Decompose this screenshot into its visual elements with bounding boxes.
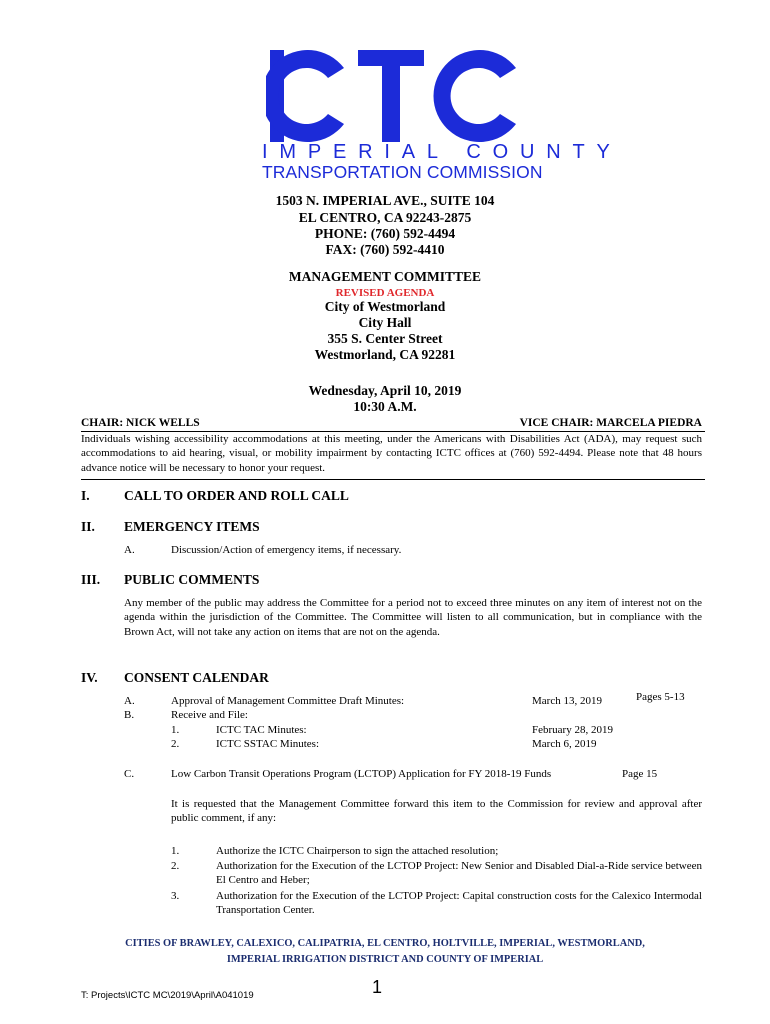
public-comments-text: Any member of the public may address the Committee for a period not to exceed three minutes on any item of interest not on the agenda within the jurisdiction of the Committee. The Committee will listen to all communication, but in compliance with the Brown Act, will not take any action on items that are not on the agenda. — [124, 597, 702, 638]
item-a-pages: Pages 5-13 — [636, 691, 685, 703]
section-1-number: I. — [81, 488, 90, 503]
ictc-logo — [262, 46, 622, 182]
section-2-item-a-label: A. — [124, 544, 135, 556]
section-2-title: EMERGENCY ITEMS — [124, 519, 260, 534]
item-a-text: Approval of Management Committee Draft Minutes: — [171, 695, 405, 707]
item-c1-label: 1. — [171, 845, 180, 857]
item-c1-text: Authorize the ICTC Chairperson to sign the attached resolution; — [216, 845, 499, 857]
item-b1-label: 1. — [171, 724, 180, 736]
section-2-number: II. — [81, 519, 95, 534]
item-c-label: C. — [124, 768, 135, 780]
section-4-number: IV. — [81, 670, 98, 685]
section-3-number: III. — [81, 572, 101, 587]
logo-line-transportation-commission: TRANSPORTATION COMMISSION — [262, 162, 543, 182]
item-c3-label: 3. — [171, 890, 180, 902]
file-path: T: Projects\ICTC MC\2019\April\A041019 — [81, 990, 254, 1001]
section-1-title: CALL TO ORDER AND ROLL CALL — [124, 488, 349, 503]
item-b-label: B. — [124, 709, 135, 721]
chair-row — [81, 417, 702, 429]
item-b2-text: ICTC SSTAC Minutes: — [216, 738, 320, 750]
accessibility-notice: Individuals wishing accessibility accommodations at this meeting, under the Americans with Disabilities Act (ADA), may request such accommodations to aid hearing, visual, or mobility impairment by contacting ICTC offices at (760) 592-4494. Please note that 48 hours advance notice will be necessary to honor your request. — [81, 433, 702, 474]
item-b1-text: ICTC TAC Minutes: — [216, 724, 307, 736]
item-c2-text: Authorization for the Execution of the LCTOP Project: New Senior and Disabled Dial-a-Ride service between El Centro and Heber; — [216, 860, 702, 887]
page-number: 1 — [372, 977, 383, 997]
footer-cities-line-1: CITIES OF BRAWLEY, CALEXICO, CALIPATRIA, EL CENTRO, HOLTVILLE, IMPERIAL, WESTMORLAND, — [125, 938, 645, 949]
item-b-text: Receive and File: — [171, 709, 248, 721]
section-2-item-a-text: Discussion/Action of emergency items, if necessary. — [171, 544, 402, 556]
chair-name: CHAIR: NICK WELLS — [81, 417, 200, 429]
meeting-time: 10:30 A.M. — [353, 399, 417, 414]
item-b2-label: 2. — [171, 738, 180, 750]
venue-line-1: City of Westmorland — [324, 299, 446, 314]
venue-line-4: Westmorland, CA 92281 — [314, 347, 456, 362]
address-city: EL CENTRO, CA 92243-2875 — [298, 210, 472, 225]
footer-cities-line-2: IMPERIAL IRRIGATION DISTRICT AND COUNTY OF IMPERIAL — [226, 954, 544, 965]
item-c-text: Low Carbon Transit Operations Program (LCTOP) Application for FY 2018-19 Funds — [171, 768, 552, 780]
item-c-request: It is requested that the Management Committee forward this item to the Commission for review and approval after public comment, if any: — [171, 798, 702, 825]
meeting-date: Wednesday, April 10, 2019 — [308, 383, 462, 398]
address-phone: PHONE: (760) 592-4494 — [314, 226, 456, 241]
section-4-title: CONSENT CALENDAR — [124, 670, 269, 685]
revised-agenda-label: REVISED AGENDA — [335, 287, 435, 299]
item-b1-date: February 28, 2019 — [532, 724, 613, 736]
item-a-date: March 13, 2019 — [532, 695, 602, 707]
address-fax: FAX: (760) 592-4410 — [325, 242, 445, 257]
logo-line-imperial-county: IMPERIAL COUNTY — [262, 141, 622, 163]
ictc-logo-letters — [266, 50, 518, 142]
item-c2-label: 2. — [171, 860, 180, 872]
vice-chair-name: VICE CHAIR: MARCELA PIEDRA — [519, 417, 702, 429]
item-c3-text: Authorization for the Execution of the LCTOP Project: Capital construction costs for the Calexico Intermodal Transportation Center. — [216, 890, 702, 917]
venue-line-3: 355 S. Center Street — [327, 331, 443, 346]
venue-line-2: City Hall — [358, 315, 412, 330]
section-3-title: PUBLIC COMMENTS — [124, 572, 260, 587]
item-c-page: Page 15 — [622, 768, 658, 780]
item-b2-date: March 6, 2019 — [532, 738, 597, 750]
item-a-label: A. — [124, 695, 135, 707]
address-street: 1503 N. IMPERIAL AVE., SUITE 104 — [275, 193, 495, 208]
divider-bottom — [81, 479, 705, 480]
committee-title: MANAGEMENT COMMITTEE — [288, 269, 482, 284]
